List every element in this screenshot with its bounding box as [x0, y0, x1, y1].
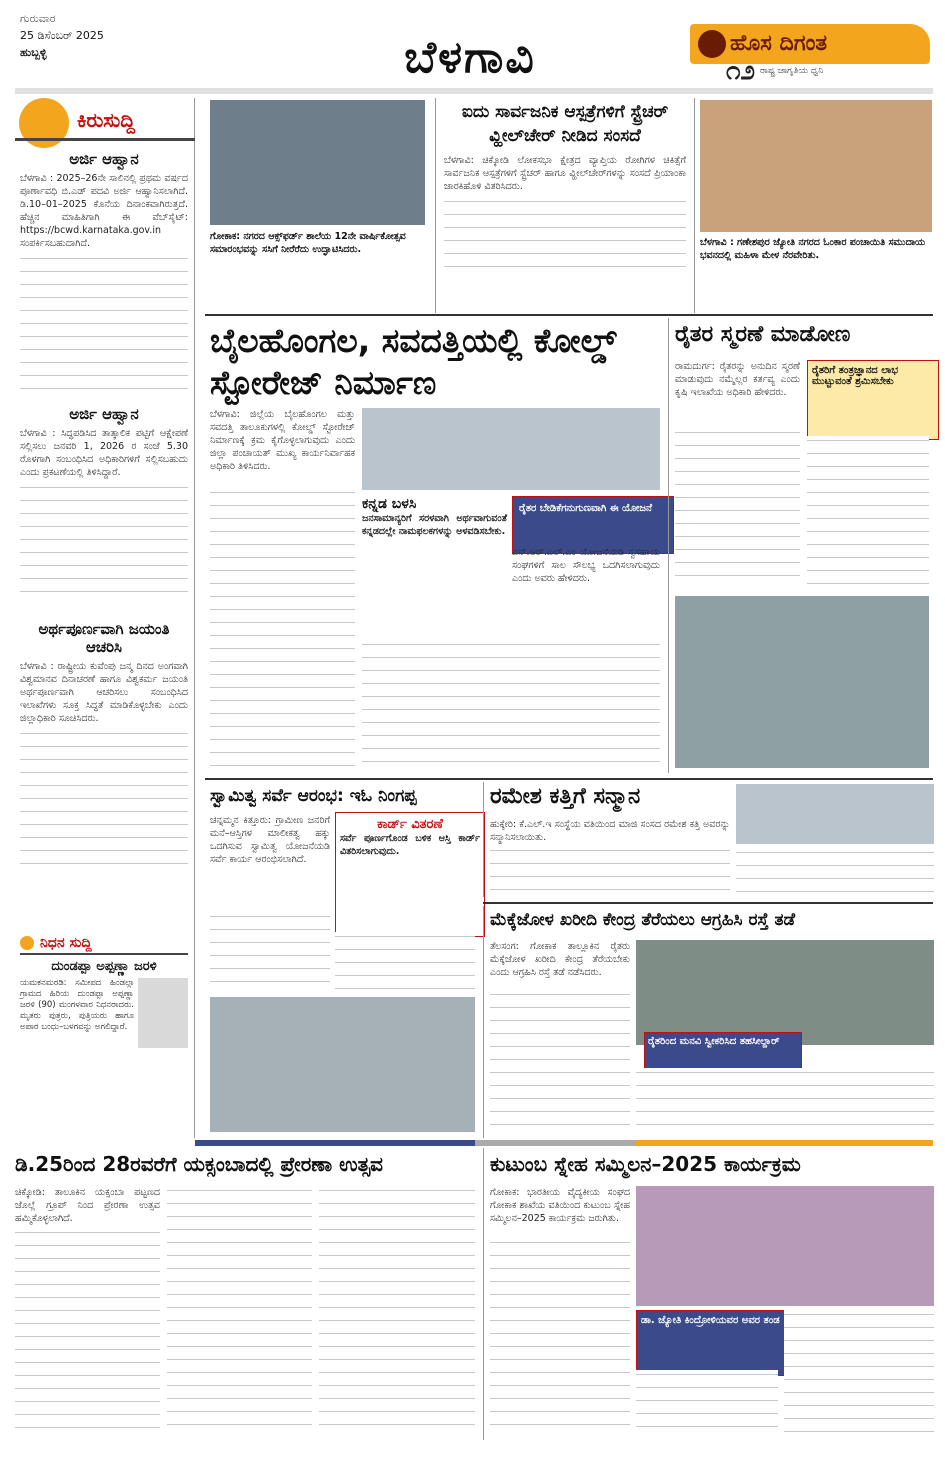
- farmers-photo: [675, 596, 929, 768]
- family-meet-quote: ಡಾ. ಜ್ಯೋತಿ ಕಿಂದ್ರೋಳಿಯವರ ಅವರ ತಂಡ: [636, 1310, 788, 1376]
- meeting-photo: [362, 408, 660, 490]
- womens-meet-caption: ಬೆಳಗಾವಿ : ಗಣೇಶಪುರ ಜ್ಯೋತಿ ನಗರದ ಓಂಕಾರ ಪಂಚಾಯಿತಿ ಸಮುದಾಯ ಭವನದಲ್ಲಿ ಮಹಿಳಾ ಮೇಳ ನೆರವೇರಿತು.: [700, 237, 926, 261]
- logo-emblem-icon: [698, 30, 726, 58]
- masthead-logo: [690, 24, 930, 84]
- obituary: [20, 935, 188, 1135]
- cold-storage-headline: ಬೈಲಹೊಂಗಲ, ಸವದತ್ತಿಯಲ್ಲಿ ಕೋಲ್ಡ್ ಸ್ಟೋರೇಜ್ ನಿರ್ಮಾಣ: [210, 321, 617, 402]
- logo-tagline: ರಾಷ್ಟ್ರ ಜಾಗೃತಿಯ ಧ್ವನಿ: [760, 66, 824, 76]
- brief-body: ಬೆಳಗಾವಿ : ಸಿದ್ಧಪಡಿಸಿದ ತಾತ್ಕಾಲಿಕ ಪಟ್ಟಿಗೆ ಆಕ್ಷೇಪಣೆ ಸಲ್ಲಿಸಲು ಜನವರಿ 1, 2026 ರ ಸಂಜೆ 5.30 ರೊಳಗಾಗಿ ಸಂಬಂಧಿಸಿದ ಅಧಿಕಾರಿಗಳಿಗೆ ಸಲ್ಲಿಸಬಹುದು ಎಂದು ಪ್ರಕಟಣೆಯಲ್ಲಿ ತಿಳಿಸಿದ್ದಾರೆ.: [20, 428, 188, 478]
- farmers-demand-quote: ರೈತರ ಬೇಡಿಕೆಗನುಗುಣವಾಗಿ ಈ ಯೋಜನೆ: [512, 496, 674, 554]
- page-number: ೧೨: [726, 56, 756, 86]
- ramesh-headline: ರಮೇಶ ಕತ್ತಿಗೆ ಸನ್ಮಾನ: [490, 784, 641, 809]
- school-event-caption: ಗೋಕಾಕ: ನಗರದ ಆಕ್ಸ್‌ಫರ್ಡ್ ಶಾಲೆಯ 12ನೇ ವಾರ್ಷಿಕೋತ್ಸವ ಸಮಾರಂಭವನ್ನು ಸಸಿಗೆ ನೀರೆರೆದು ಉದ್ಘಾಟಿಸಿದರು.: [210, 231, 406, 255]
- kannada-box-body: ಜನಸಾಮಾನ್ಯರಿಗೆ ಸರಳವಾಗಿ ಅರ್ಥವಾಗುವಂತೆ ಕನ್ನಡದಲ್ಲೇ ನಾಮಫಲಕಗಳನ್ನು ಅಳವಡಿಸಬೇಕು.: [362, 513, 507, 537]
- kirusuddi-label: ಕಿರುಸುದ್ದಿ: [77, 108, 136, 132]
- farmers-headline: ರೈತರ ಸ್ಮರಣೆ ಮಾಡೋಣ: [675, 322, 851, 347]
- logo-text: ಹೊಸ ದಿಗಂತ: [730, 31, 828, 56]
- obituary-label: ನಿಧನ ಸುದ್ದಿ: [40, 935, 92, 951]
- lamp-icon: [20, 936, 34, 950]
- card-distribution-box: [335, 812, 485, 937]
- brief-body: ಬೆಳಗಾವಿ : 2025–26ನೇ ಸಾಲಿನಲ್ಲಿ ಪ್ರಥಮ ವರ್ಷದ ಪೂರ್ಣಾವಧಿ ಬಿ.ಎಡ್ ಪದವಿ ಅರ್ಜಿ ಆಹ್ವಾನಿಸಲಾಗಿದೆ. ಡಿ.10–01–2025 ಕೊನೆಯ ದಿನಾಂಕವಾಗಿರುತ್ತದೆ. ಹೆಚ್ಚಿನ ಮಾಹಿತಿಗಾಗಿ ಈ ವೆಬ್‌ಸೈಟ್: https://bcwd.karnataka.gov.in ಸಂಪರ್ಕಿಸಬಹುದಾಗಿದೆ.: [20, 173, 188, 249]
- city-label: ಹುಬ್ಬಳ್ಳಿ: [20, 46, 47, 59]
- family-meet-headline: ಕುಟುಂಬ ಸ್ನೇಹ ಸಮ್ಮಿಲನ–2025 ಕಾರ್ಯಕ್ರಮ: [490, 1152, 801, 1176]
- womens-meet-photo: [700, 100, 932, 232]
- card-box-title: ಕಾರ್ಡ್ ವಿತರಣೆ: [377, 817, 443, 832]
- brief-title: ಅರ್ಥಪೂರ್ಣವಾಗಿ ಜಯಂತಿ ಆಚರಿಸಿ: [38, 620, 170, 656]
- family-meet-story: [483, 1148, 933, 1440]
- brief-item: [20, 405, 188, 615]
- cold-storage-body-2: ಎನ್.ಆರ್.ಎಲ್.ಎಂ ಯೋಜನೆಯಡಿ ಸ್ವಸಹಾಯ ಸಂಘಗಳಿಗೆ ಸಾಲ ಸೌಲಭ್ಯ ಒದಗಿಸಲಾಗುವುದು ಎಂದು ಅವರು ಹೇಳಿದರು.: [512, 547, 660, 584]
- brief-item: [20, 150, 188, 400]
- farmers-quote: ರೈತರಿಗೆ ತಂತ್ರಜ್ಞಾನದ ಲಾಭ ಮುಟ್ಟುವಂತೆ ಶ್ರಮಿಸಬೇಕು: [807, 360, 939, 440]
- farmers-body: ರಾಮದುರ್ಗ: ರೈತರನ್ನು ಅನುದಿನ ಸ್ಮರಣೆ ಮಾಡುವುದು ನಮ್ಮೆಲ್ಲರ ಕರ್ತವ್ಯ ಎಂದು ಕೃಷಿ ಇಲಾಖೆಯ ಅಧಿಕಾರಿ ಹೇಳಿದರು.: [675, 361, 800, 398]
- family-meet-body: ಗೋಕಾಕ: ಭಾರತೀಯ ವೈದ್ಯಕೀಯ ಸಂಘದ ಗೋಕಾಕ ಶಾಖೆಯ ವತಿಯಿಂದ ಕುಟುಂಬ ಸ್ನೇಹ ಸಮ್ಮಿಲನ–2025 ಕಾರ್ಯಕ್ರಮ ಜರುಗಿತು.: [490, 1187, 630, 1224]
- section-title: ಬೆಳಗಾವಿ: [404, 32, 536, 83]
- festival-body: ಚಿಕ್ಕೋಡಿ: ತಾಲೂಕಿನ ಯಕ್ಸಂಬಾ ಪಟ್ಟಣದ ಜೊಲ್ಲೆ ಗ್ರೂಪ್ ನಿಂದ ಪ್ರೇರಣಾ ಉತ್ಸವ ಹಮ್ಮಿಕೊಳ್ಳಲಾಗಿದೆ.: [15, 1187, 160, 1224]
- survey-body: ಚನ್ನಮ್ಮನ ಕಿತ್ತೂರು: ಗ್ರಾಮೀಣ ಜನರಿಗೆ ಮನೆ–ಆಸ್ತಿಗಳ ಮಾಲೀಕತ್ವ ಹಕ್ಕು ಒದಗಿಸುವ ಸ್ವಾಮಿತ್ವ ಯೋಜನೆಯಡಿ ಸರ್ವೆ ಕಾರ್ಯ ಆರಂಭಿಸಲಾಗಿದೆ.: [210, 815, 330, 865]
- kannada-box: [362, 496, 507, 636]
- farmers-story: [668, 318, 933, 773]
- maize-protest-photo: [636, 940, 934, 1045]
- ramesh-story: [483, 782, 933, 897]
- festival-story: [15, 1148, 475, 1440]
- survey-headline: ಸ್ವಾಮಿತ್ವ ಸರ್ವೆ ಆರಂಭ: ಇಓ ನಿಂಗಪ್ಪ: [210, 786, 417, 806]
- maize-story: [483, 906, 933, 1138]
- card-box-body: ಸರ್ವೆ ಪೂರ್ಣಗೊಂಡ ಬಳಿಕ ಆಸ್ತಿ ಕಾರ್ಡ್ ವಿತರಿಸಲಾಗುವುದು.: [340, 833, 480, 857]
- maize-quote: ರೈತರಿಂದ ಮನವಿ ಸ್ವೀಕರಿಸಿದ ತಹಸೀಲ್ದಾರ್: [644, 1032, 802, 1070]
- obituary-body: ಯಮಕನಮರಡಿ: ಸಮೀಪದ ಹಿಂಡಲ್ಗಾ ಗ್ರಾಮದ ಹಿರಿಯ ದುಂಡಪ್ಪಾ ಅಪ್ಪಣ್ಣಾ ಜರಳಿ (90) ಮಂಗಳವಾರ ನಿಧನರಾದರು. ಮೃತರು ಪುತ್ರರು, ಪುತ್ರಿಯರು ಹಾಗೂ ಅಪಾರ ಬಂಧು–ಬಳಗವನ್ನು ಅಗಲಿದ್ದಾರೆ.: [20, 978, 134, 1032]
- date-label: 25 ಡಿಸೆಂಬರ್ 2025: [20, 29, 104, 42]
- kirusuddi-header: [15, 98, 195, 148]
- survey-photo: [210, 997, 475, 1132]
- cold-storage-body: ಬೆಳಗಾವಿ: ಜಿಲ್ಲೆಯ ಬೈಲಹೊಂಗಲ ಮತ್ತು ಸವದತ್ತಿ ತಾಲೂಕುಗಳಲ್ಲಿ ಕೋಲ್ಡ್ ಸ್ಟೋರೇಜ್ ನಿರ್ಮಾಣಕ್ಕೆ ಕ್ರಮ ಕೈಗೊಳ್ಳಲಾಗುವುದು ಎಂದು ಜಿಲ್ಲಾ ಪಂಚಾಯತ್ ಮುಖ್ಯ ಕಾರ್ಯನಿರ್ವಾಹಕ ಅಧಿಕಾರಿ ತಿಳಿಸಿದರು.: [210, 409, 355, 472]
- festival-headline: ಡಿ.25ರಿಂದ 28ರವರೆಗೆ ಯಕ್ಸಂಬಾದಲ್ಲಿ ಪ್ರೇರಣಾ ಉತ್ಸವ: [15, 1152, 383, 1176]
- brief-item: [20, 620, 188, 930]
- family-meet-photo: [636, 1186, 934, 1306]
- maize-body: ತೆಲಸಂಗ: ಗೋಕಾಕ ತಾಲ್ಲೂಕಿನ ರೈತರು ಮೆಕ್ಕೆಜೋಳ ಖರೀದಿ ಕೇಂದ್ರ ತೆರೆಯಬೇಕು ಎಂದು ಆಗ್ರಹಿಸಿ ರಸ್ತೆ ತಡೆ ನಡೆಸಿದರು.: [490, 941, 630, 978]
- ramesh-photo: [736, 784, 934, 844]
- day-label: ಗುರುವಾರ: [20, 12, 56, 25]
- brief-title: ಅರ್ಜಿ ಆಹ್ವಾನ: [69, 150, 139, 168]
- maize-headline: ಮೆಕ್ಕೆಜೋಳ ಖರೀದಿ ಕೇಂದ್ರ ತೆರೆಯಲು ಆಗ್ರಹಿಸಿ ರಸ್ತೆ ತಡೆ: [490, 910, 796, 930]
- header-divider: [15, 88, 933, 94]
- hospital-story: [435, 98, 695, 313]
- brief-body: ಬೆಳಗಾವಿ : ರಾಷ್ಟ್ರೀಯ ಕುವೆಂಪು ಜನ್ಮ ದಿನದ ಅಂಗವಾಗಿ ವಿಶ್ವಮಾನವ ದಿನಾಚರಣೆ ಹಾಗೂ ವಿಶ್ವಕರ್ಮ ಜಯಂತಿ ಅರ್ಥಪೂರ್ಣವಾಗಿ ಆಚರಿಸಲು ಸಂಬಂಧಿಸಿದ ಇಲಾಖೆಗಳು ಸೂಕ್ತ ಸಿದ್ಧತೆ ಮಾಡಿಕೊಳ್ಳಬೇಕು ಎಂದು ಜಿಲ್ಲಾಧಿಕಾರಿ ಸೂಚಿಸಿದರು.: [20, 661, 188, 724]
- survey-story: [210, 782, 480, 1137]
- school-event-photo: [210, 100, 425, 225]
- obituary-name: ದುಂಡಪ್ಪಾ ಅಪ್ಪಣ್ಣಾ ಜರಳಿ: [51, 959, 157, 974]
- kannada-box-title: ಕನ್ನಡ ಬಳಸಿ: [362, 496, 417, 512]
- cold-storage-story: [210, 408, 660, 773]
- hospital-body: ಬೆಳಗಾವಿ: ಚಿಕ್ಕೋಡಿ ಲೋಕಸಭಾ ಕ್ಷೇತ್ರದ ವ್ಯಾಪ್ತಿಯ ರೋಗಿಗಳ ಚಿಕಿತ್ಸೆಗೆ ಸಾರ್ವಜನಿಕ ಆಸ್ಪತ್ರೆಗಳಿಗೆ ಸ್ಟ್ರೆಚರ್ ಹಾಗೂ ವ್ಹೀಲ್‌ಚೇರ್‌ಗಳನ್ನು ಸಂಸದೆ ಪ್ರಿಯಾಂಕಾ ಜಾರಕಿಹೊಳಿ ವಿತರಿಸಿದರು.: [444, 155, 686, 192]
- brief-title: ಅರ್ಜಿ ಆಹ್ವಾನ: [69, 405, 139, 423]
- hospital-headline: ಐದು ಸಾರ್ವಜನಿಕ ಆಸ್ಪತ್ರೆಗಳಿಗೆ ಸ್ಟ್ರೆಚರ್ ವ್ಹೀಲ್‌ಚೇರ್ ನೀಡಿದ ಸಂಸದೆ: [461, 102, 669, 146]
- obituary-photo: [138, 978, 188, 1048]
- masthead-date-block: [20, 10, 200, 80]
- ramesh-body: ಹುಕ್ಕೇರಿ: ಕೆ.ಎಲ್.ಇ ಸಂಸ್ಥೆಯ ವತಿಯಿಂದ ಮಾಜಿ ಸಂಸದ ರಮೇಶ ಕತ್ತಿ ಅವರನ್ನು ಸನ್ಮಾನಿಸಲಾಯಿತು.: [490, 819, 730, 843]
